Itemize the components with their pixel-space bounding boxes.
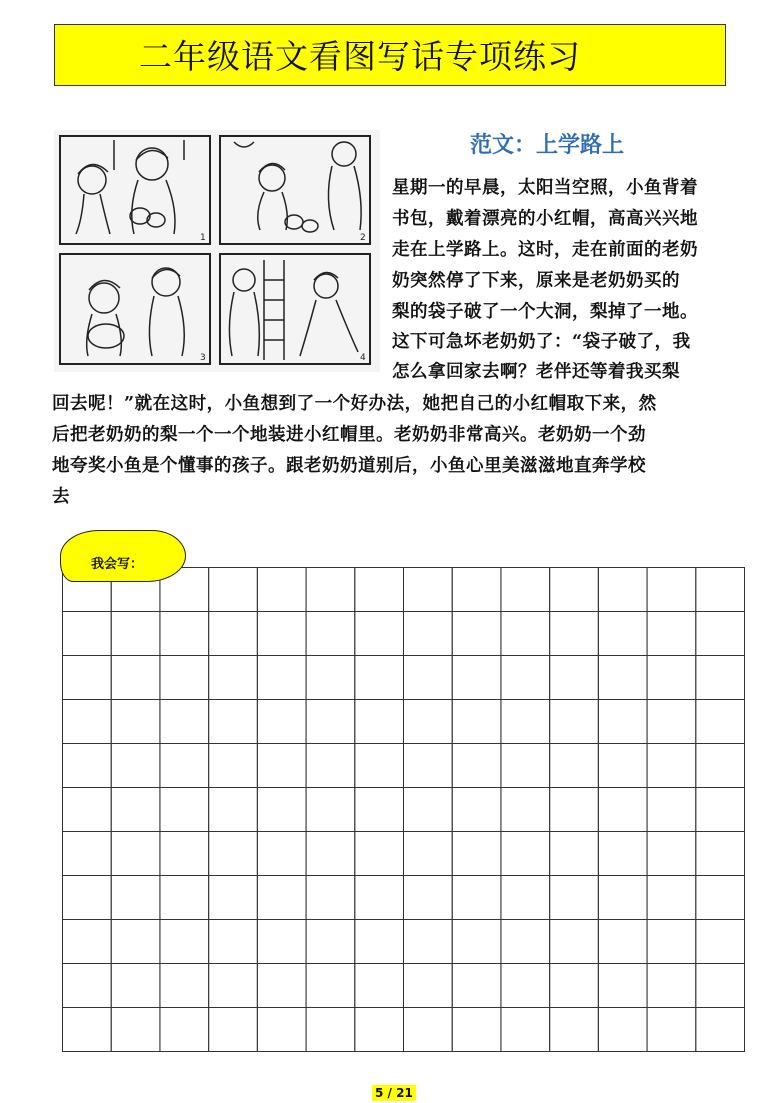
- grid-cell[interactable]: [501, 876, 550, 920]
- grid-cell[interactable]: [598, 788, 647, 832]
- grid-cell[interactable]: [111, 876, 160, 920]
- grid-cell[interactable]: [550, 964, 599, 1008]
- writing-label: 我会写：: [91, 557, 144, 572]
- grid-cell[interactable]: [209, 612, 258, 656]
- grid-cell[interactable]: [257, 568, 306, 612]
- grid-cell[interactable]: [696, 920, 745, 964]
- essay-line: 回去呢！”就在这时，小鱼想到了一个好办法，她把自己的小红帽取下来，然: [52, 394, 657, 414]
- grid-cell[interactable]: [550, 832, 599, 876]
- grid-cell[interactable]: [306, 700, 355, 744]
- grid-cell[interactable]: [257, 832, 306, 876]
- page-number: 5 / 21: [372, 1085, 416, 1101]
- grid-cell[interactable]: [63, 876, 112, 920]
- grid-cell[interactable]: [647, 656, 696, 700]
- grid-cell[interactable]: [501, 568, 550, 612]
- grid-cell[interactable]: [598, 920, 647, 964]
- essay-line: 后把老奶奶的梨一个一个地装进小红帽里。老奶奶非常高兴。老奶奶一个劲: [52, 425, 646, 445]
- grid-cell[interactable]: [696, 1008, 745, 1052]
- essay-line: 星期一的早晨，太阳当空照，小鱼背着: [392, 178, 698, 198]
- grid-cell[interactable]: [63, 832, 112, 876]
- grid-cell[interactable]: [501, 788, 550, 832]
- grid-cell[interactable]: [355, 876, 404, 920]
- grid-cell[interactable]: [550, 920, 599, 964]
- grid-cell[interactable]: [550, 744, 599, 788]
- essay-line: 梨的袋子破了一个大洞，梨掉了一地。: [392, 302, 698, 322]
- grid-cell[interactable]: [501, 700, 550, 744]
- grid-cell[interactable]: [160, 1008, 209, 1052]
- grid-cell[interactable]: [404, 568, 453, 612]
- grid-cell[interactable]: [647, 920, 696, 964]
- panel-number-1: 1: [200, 233, 206, 243]
- grid-cell[interactable]: [404, 1008, 453, 1052]
- grid-cell[interactable]: [598, 700, 647, 744]
- grid-cell[interactable]: [550, 876, 599, 920]
- grid-cell[interactable]: [404, 700, 453, 744]
- page-title: 二年级语文看图写话专项练习: [139, 37, 581, 76]
- grid-cell[interactable]: [63, 656, 112, 700]
- grid-cell[interactable]: [306, 744, 355, 788]
- grid-cell[interactable]: [355, 788, 404, 832]
- grid-cell[interactable]: [452, 876, 501, 920]
- grid-cell[interactable]: [111, 920, 160, 964]
- grid-cell[interactable]: [355, 568, 404, 612]
- grid-cell[interactable]: [598, 1008, 647, 1052]
- grid-cell[interactable]: [452, 568, 501, 612]
- grid-cell[interactable]: [647, 612, 696, 656]
- grid-cell[interactable]: [257, 920, 306, 964]
- grid-cell[interactable]: [355, 700, 404, 744]
- grid-cell[interactable]: [550, 700, 599, 744]
- grid-cell[interactable]: [63, 700, 112, 744]
- grid-cell[interactable]: [501, 832, 550, 876]
- grid-cell[interactable]: [598, 568, 647, 612]
- grid-cell[interactable]: [696, 744, 745, 788]
- panel-number-3: 3: [200, 353, 206, 363]
- grid-cell[interactable]: [160, 744, 209, 788]
- grid-cell[interactable]: [257, 1008, 306, 1052]
- grid-cell[interactable]: [696, 832, 745, 876]
- grid-cell[interactable]: [647, 832, 696, 876]
- grid-cell[interactable]: [598, 612, 647, 656]
- essay-line: 奶突然停了下来，原来是老奶奶买的: [392, 271, 680, 291]
- grid-cell[interactable]: [404, 612, 453, 656]
- grid-cell[interactable]: [355, 1008, 404, 1052]
- grid-cell[interactable]: [647, 788, 696, 832]
- grid-cell[interactable]: [647, 876, 696, 920]
- grid-cell[interactable]: [452, 612, 501, 656]
- essay-line: 走在上学路上。这时，走在前面的老奶: [392, 240, 698, 260]
- grid-cell[interactable]: [209, 788, 258, 832]
- grid-cell[interactable]: [452, 832, 501, 876]
- essay-line: 书包，戴着漂亮的小红帽，高高兴兴地: [392, 209, 698, 229]
- grid-cell[interactable]: [501, 612, 550, 656]
- grid-cell[interactable]: [550, 656, 599, 700]
- grid-cell[interactable]: [209, 744, 258, 788]
- essay-line: 去: [52, 487, 70, 507]
- grid-cell[interactable]: [355, 744, 404, 788]
- grid-cell[interactable]: [257, 876, 306, 920]
- grid-cell[interactable]: [306, 568, 355, 612]
- grid-cell[interactable]: [257, 612, 306, 656]
- grid-cell[interactable]: [598, 744, 647, 788]
- grid-cell[interactable]: [501, 964, 550, 1008]
- grid-cell[interactable]: [452, 656, 501, 700]
- grid-cell[interactable]: [111, 700, 160, 744]
- grid-cell[interactable]: [160, 832, 209, 876]
- grid-cell[interactable]: [647, 568, 696, 612]
- panel-number-2: 2: [360, 233, 366, 243]
- grid-cell[interactable]: [111, 656, 160, 700]
- grid-cell[interactable]: [160, 964, 209, 1008]
- grid-cell[interactable]: [598, 656, 647, 700]
- grid-cell[interactable]: [355, 656, 404, 700]
- grid-cell[interactable]: [306, 1008, 355, 1052]
- grid-cell[interactable]: [404, 788, 453, 832]
- grid-cell[interactable]: [306, 788, 355, 832]
- grid-cell[interactable]: [160, 656, 209, 700]
- grid-cell[interactable]: [209, 1008, 258, 1052]
- grid-cell[interactable]: [209, 964, 258, 1008]
- grid-cell[interactable]: [111, 1008, 160, 1052]
- grid-cell[interactable]: [63, 788, 112, 832]
- grid-cell[interactable]: [257, 700, 306, 744]
- grid-cell[interactable]: [501, 1008, 550, 1052]
- grid-cell[interactable]: [696, 964, 745, 1008]
- grid-cell[interactable]: [209, 876, 258, 920]
- grid-cell[interactable]: [355, 612, 404, 656]
- grid-cell[interactable]: [257, 744, 306, 788]
- grid-cell[interactable]: [257, 656, 306, 700]
- grid-cell[interactable]: [696, 568, 745, 612]
- grid-cell[interactable]: [696, 700, 745, 744]
- grid-cell[interactable]: [404, 656, 453, 700]
- grid-cell[interactable]: [550, 1008, 599, 1052]
- essay-line: 这下可急坏老奶奶了：“袋子破了，我: [392, 332, 691, 352]
- grid-cell[interactable]: [209, 568, 258, 612]
- grid-cell[interactable]: [355, 964, 404, 1008]
- grid-cell[interactable]: [598, 832, 647, 876]
- grid-cell[interactable]: [452, 788, 501, 832]
- grid-cell[interactable]: [501, 920, 550, 964]
- grid-cell[interactable]: [452, 744, 501, 788]
- grid-cell[interactable]: [452, 920, 501, 964]
- essay-title: 范文：上学路上: [470, 132, 625, 158]
- grid-cell[interactable]: [452, 964, 501, 1008]
- essay-line: 怎么拿回家去啊？老伴还等着我买梨: [392, 362, 680, 382]
- grid-cell[interactable]: [111, 964, 160, 1008]
- panel-number-4: 4: [360, 353, 366, 363]
- grid-cell[interactable]: [550, 568, 599, 612]
- essay-line: 地夸奖小鱼是个懂事的孩子。跟老奶奶道别后，小鱼心里美滋滋地直奔学校: [52, 456, 646, 476]
- grid-cell[interactable]: [111, 832, 160, 876]
- grid-cell[interactable]: [111, 612, 160, 656]
- grid-cell[interactable]: [306, 612, 355, 656]
- grid-cell[interactable]: [306, 656, 355, 700]
- grid-cell[interactable]: [63, 1008, 112, 1052]
- grid-cell[interactable]: [647, 700, 696, 744]
- grid-cell[interactable]: [696, 876, 745, 920]
- grid-cell[interactable]: [647, 1008, 696, 1052]
- grid-cell[interactable]: [209, 700, 258, 744]
- grid-cell[interactable]: [355, 832, 404, 876]
- grid-cell[interactable]: [404, 920, 453, 964]
- comic-illustration: [54, 130, 380, 372]
- label-bubble: [60, 530, 186, 582]
- grid-cell[interactable]: [501, 656, 550, 700]
- grid-cell[interactable]: [355, 920, 404, 964]
- grid-cell[interactable]: [306, 920, 355, 964]
- grid-cell[interactable]: [63, 612, 112, 656]
- grid-cell[interactable]: [550, 788, 599, 832]
- grid-cell[interactable]: [696, 612, 745, 656]
- grid-cell[interactable]: [160, 920, 209, 964]
- grid-cell[interactable]: [404, 832, 453, 876]
- grid-cell[interactable]: [111, 788, 160, 832]
- grid-cell[interactable]: [598, 876, 647, 920]
- grid-cell[interactable]: [696, 656, 745, 700]
- grid-cell[interactable]: [306, 832, 355, 876]
- grid-cell[interactable]: [404, 876, 453, 920]
- grid-cell[interactable]: [160, 876, 209, 920]
- grid-cell[interactable]: [306, 964, 355, 1008]
- title-banner: [54, 24, 726, 86]
- grid-cell[interactable]: [209, 920, 258, 964]
- grid-cell[interactable]: [452, 1008, 501, 1052]
- grid-cell[interactable]: [452, 700, 501, 744]
- grid-cell[interactable]: [63, 920, 112, 964]
- writing-grid[interactable]: [62, 567, 745, 1052]
- grid-cell[interactable]: [598, 964, 647, 1008]
- grid-cell[interactable]: [63, 964, 112, 1008]
- grid-cell[interactable]: [696, 788, 745, 832]
- grid-cell[interactable]: [160, 700, 209, 744]
- grid-cell[interactable]: [404, 964, 453, 1008]
- grid-cell[interactable]: [550, 612, 599, 656]
- grid-cell[interactable]: [501, 744, 550, 788]
- grid-cell[interactable]: [160, 612, 209, 656]
- grid-cell[interactable]: [647, 964, 696, 1008]
- grid-cell[interactable]: [160, 788, 209, 832]
- grid-cell[interactable]: [63, 744, 112, 788]
- grid-cell[interactable]: [111, 744, 160, 788]
- grid-cell[interactable]: [306, 876, 355, 920]
- grid-cell[interactable]: [647, 744, 696, 788]
- grid-cell[interactable]: [209, 832, 258, 876]
- grid-cell[interactable]: [257, 964, 306, 1008]
- grid-cell[interactable]: [404, 744, 453, 788]
- grid-cell[interactable]: [257, 788, 306, 832]
- grid-cell[interactable]: [209, 656, 258, 700]
